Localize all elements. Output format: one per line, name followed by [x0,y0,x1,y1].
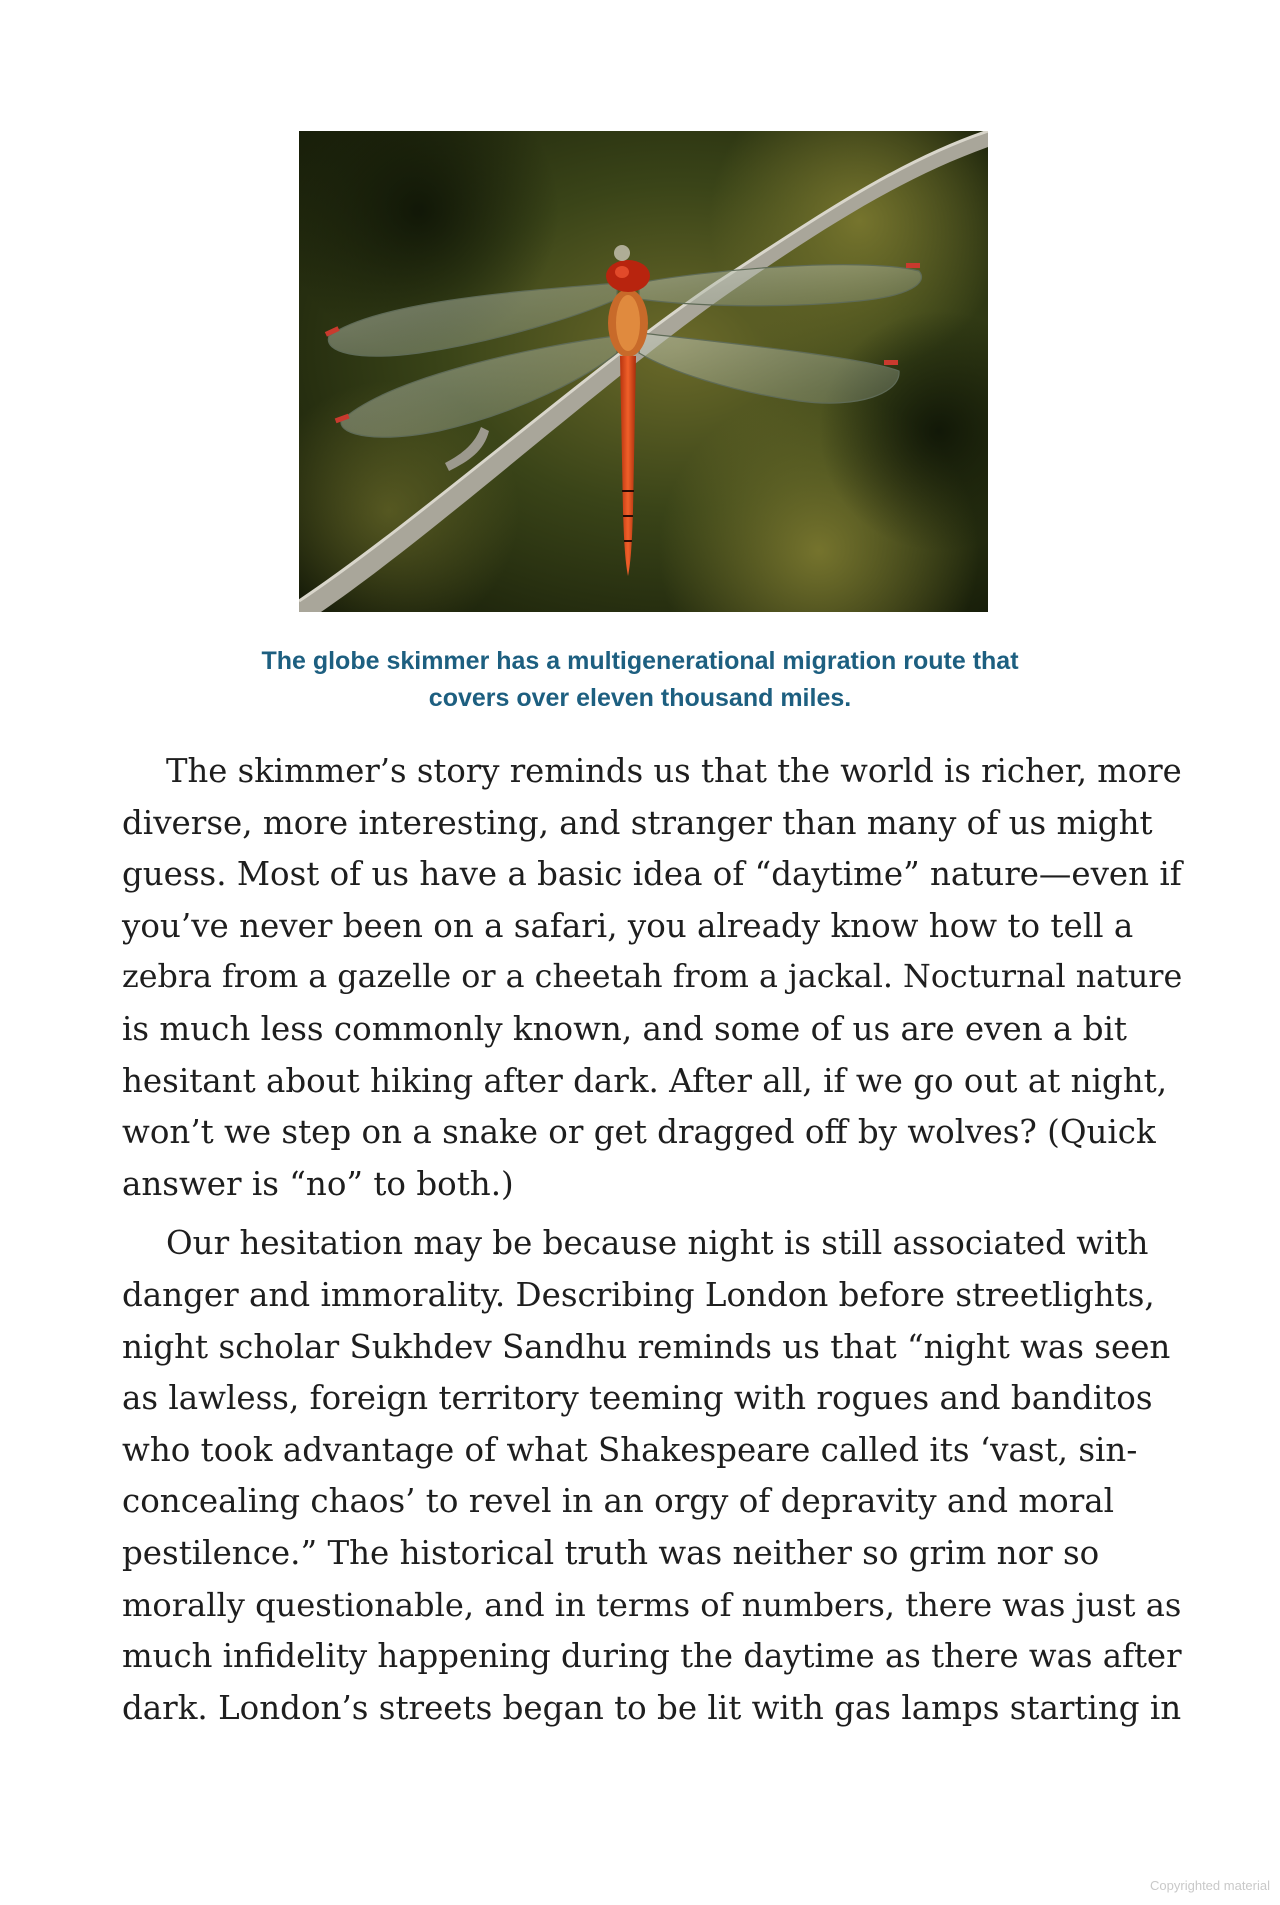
body-text [122,746,1182,1734]
text-line: The skimmer’s story reminds us that the world is richer, more [166,752,1182,790]
figure-caption [160,643,1120,717]
text-line: Our hesitation may be because night is still associated with [166,1224,1149,1263]
text-line: is much less commonly known, and some of us are even a bit [122,1009,1127,1048]
text-line: dark. London’s streets began to be lit with gas lamps starting in [122,1688,1182,1727]
caption-line: covers over eleven thousand miles. [428,684,852,712]
text-line: morally questionable, and in terms of numbers, there was just as [122,1585,1182,1624]
text-line: guess. Most of us have a basic idea of “daytime” nature—even if [122,855,1182,894]
paragraph-2 [122,1218,1182,1734]
text-line: concealing chaos’ to revel in an orgy of depravity and moral [122,1482,1115,1521]
copyright-notice: Copyrighted material [1150,1878,1270,1893]
text-line: hesitant about hiking after dark. After all, if we go out at night, [122,1061,1168,1100]
paragraph-1 [122,746,1182,1210]
text-line: as lawless, foreign territory teeming with rogues and banditos [122,1379,1153,1418]
text-line: you’ve never been on a safari, you already know how to tell a [122,906,1134,945]
text-line: much infidelity happening during the daytime as there was after [122,1637,1182,1676]
text-line: danger and immorality. Describing London before streetlights, [122,1275,1155,1314]
dragonfly-photo [299,131,988,612]
caption-line: The globe skimmer has a multigenerational migration route that [261,647,1019,675]
text-line: who took advantage of what Shakespeare called its ‘vast, sin- [122,1430,1138,1469]
text-line: diverse, more interesting, and stranger than many of us might [122,803,1153,842]
text-line: night scholar Sukhdev Sandhu reminds us that “night was seen [122,1327,1171,1366]
text-line: pestilence.” The historical truth was neither so grim nor so [122,1533,1100,1572]
text-line: won’t we step on a snake or get dragged off by wolves? (Quick [122,1113,1156,1152]
text-line: zebra from a gazelle or a cheetah from a jackal. Nocturnal nature [122,959,1183,996]
text-line: answer is “no” to both.) [122,1164,514,1203]
